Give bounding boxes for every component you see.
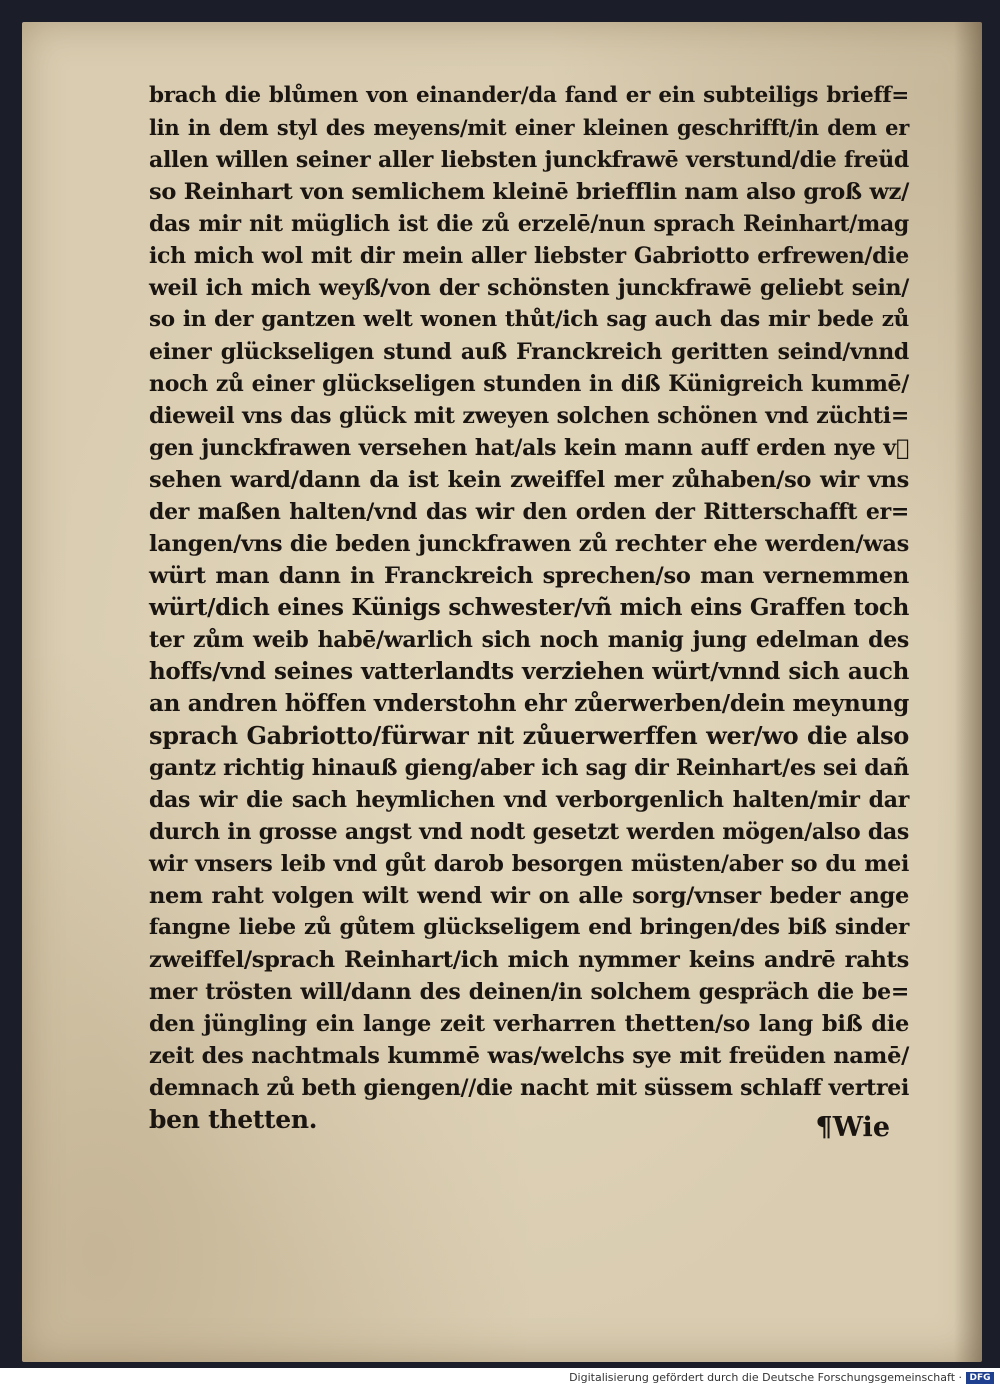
text-line: einer glückseligen stund auß Franckreich geritten seind/vnnd xyxy=(149,339,909,365)
text-line: ich mich wol mit dir mein aller liebster Gabriotto erfrewen/die xyxy=(149,243,909,269)
funding-footer xyxy=(0,1368,1000,1388)
catchword: ¶Wie xyxy=(815,1112,890,1143)
text-line: das mir nit müglich ist die zů erzelē/nun sprach Reinhart/mag xyxy=(149,211,909,237)
text-line: ben thetten. xyxy=(149,1105,318,1134)
text-line: gantz richtig hinauß gieng/aber ich sag dir Reinhart/es sei dañ xyxy=(149,755,909,781)
text-line: gen junckfrawen versehen hat/als kein mann auff erden nye vᷣ xyxy=(149,435,909,461)
text-line: brach die blůmen von einander/da fand er ein subteiligs brieff= xyxy=(149,83,909,108)
text-line: zeit des nachtmals kummē was/welchs sye mit freüden namē/ xyxy=(149,1043,909,1069)
text-line: würt man dann in Franckreich sprechen/so man vernemmen xyxy=(149,563,909,589)
text-line: allen willen seiner aller liebsten junckfrawē verstund/die freüd xyxy=(149,147,909,173)
page-edge-shadow xyxy=(954,22,982,1362)
text-line: an andren höffen vnderstohn ehr zůerwerben/dein meynung xyxy=(149,690,909,717)
text-line: noch zů einer glückseligen stunden in diß Künigreich kummē/ xyxy=(149,371,909,397)
text-line: der maßen halten/vnd das wir den orden der Ritterschafft er= xyxy=(149,499,909,525)
text-line: lin in dem styl des meyens/mit einer kleinen geschrifft/in dem er xyxy=(149,115,909,140)
text-line: sehen ward/dann da ist kein zweiffel mer zůhaben/so wir vns xyxy=(149,467,909,493)
text-line: durch in grosse angst vnd nodt gesetzt werden mögen/also das xyxy=(149,819,909,845)
book-page xyxy=(22,22,982,1362)
text-line: so in der gantzen welt wonen thůt/ich sag auch das mir bede zů xyxy=(149,307,909,332)
text-line: hoffs/vnd seines vatterlandts verziehen würt/vnnd sich auch xyxy=(149,658,909,685)
text-line: langen/vns die beden junckfrawen zů rechter ehe werden/was xyxy=(149,531,909,557)
text-line: würt/dich eines Künigs schwester/vñ mich eins Graffen toch xyxy=(149,594,909,621)
text-line: nem raht volgen wilt wend wir on alle sorg/vnser beder ange xyxy=(149,883,909,909)
text-line: das wir die sach heymlichen vnd verborgenlich halten/mir dar xyxy=(149,787,909,813)
text-line: so Reinhart von semlichem kleinē briefflin nam also groß wz/ xyxy=(149,179,909,205)
funding-credit: Digitalisierung gefördert durch die Deutsche Forschungsgemeinschaft · xyxy=(569,1371,962,1384)
text-line: weil ich mich weyß/von der schönsten junckfrawē geliebt sein/ xyxy=(149,275,909,301)
text-line: zweiffel/sprach Reinhart/ich mich nymmer keins andrē rahts xyxy=(149,947,909,973)
text-line: den jüngling ein lange zeit verharren thetten/so lang biß die xyxy=(149,1011,909,1037)
text-line: fangne liebe zů gůtem glückseligem end bringen/des biß sinder xyxy=(149,915,909,940)
dfg-logo-icon: DFG xyxy=(966,1372,994,1384)
text-line: sprach Gabriotto/fürwar nit zůuerwerffen wer/wo die also xyxy=(149,721,909,750)
text-line: ter zům weib habē/warlich sich noch manig jung edelman des xyxy=(149,627,909,653)
text-block xyxy=(149,80,909,1136)
text-line: wir vnsers leib vnd gůt darob besorgen müsten/aber so du mei xyxy=(149,851,909,877)
text-line: demnach zů beth giengen//die nacht mit süssem schlaff vertrei xyxy=(149,1075,910,1101)
text-line: dieweil vns das glück mit zweyen solchen schönen vnd züchti= xyxy=(149,403,909,429)
text-line: mer trösten will/dann des deinen/in solchem gespräch die be= xyxy=(149,979,909,1005)
